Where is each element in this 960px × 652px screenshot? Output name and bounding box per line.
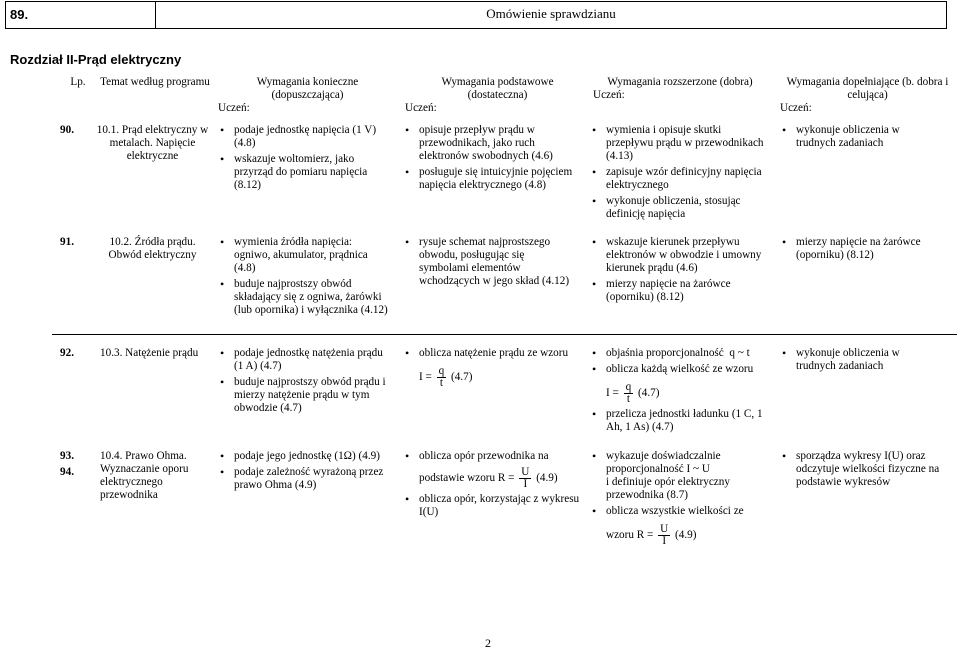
list-item: • oblicza opór przewodnika na podstawie wzoru R = $\frac{U}{I}$ (4.9) <box>405 450 580 490</box>
list-item: • przelicza jednostki ładunku (1 C, 1 Ah, 1 As) (4.7) <box>592 408 767 434</box>
list-item: • mierzy napięcie na żarówce (oporniku) (8.12) <box>782 236 932 262</box>
row-topic: 10.2. Źródła prądu. Obwód elektryczny <box>108 236 197 261</box>
row-req1-list <box>220 236 390 320</box>
row-topic: 10.4. Prawo Ohma. Wyznaczanie oporu elektrycznego przewodnika <box>100 450 189 501</box>
row-req2-list <box>405 236 575 291</box>
list-item: • sporządza wykresy I(U) oraz odczytuje wielkości fizyczne na podstawie wykresów <box>782 450 952 489</box>
col-req1: Wymagania konieczne (dopuszczająca) <box>256 76 359 101</box>
row-lp: 90. <box>60 124 74 136</box>
list-item: • zapisuje wzór definicyjny napięcia elektrycznego <box>592 166 767 192</box>
list-item: • mierzy napięcie na żarówce (oporniku) (8.12) <box>592 278 767 304</box>
proportion-I-U: I ~ U <box>686 463 710 475</box>
col-topic: Temat według programu <box>100 76 210 88</box>
list-item: • rysuje schemat najprostszego obwodu, posługując się symbolami elementów wchodzących w jego skład (4.12) <box>405 236 575 288</box>
row-lp: 92. <box>60 347 74 359</box>
row-lp: 93. <box>60 450 74 462</box>
row-req3-list <box>592 236 767 307</box>
col-lp: Lp. <box>70 76 86 88</box>
col-req4: Wymagania dopełniające (b. dobra i celująca) <box>786 76 949 101</box>
list-item: • wskazuje kierunek przepływu elektronów w obwodzie i umowny kierunek prądu (4.6) <box>592 236 767 275</box>
list-item: • wymienia i opisuje skutki przepływu prądu w przewodnikach (4.13) <box>592 124 767 163</box>
row-divider <box>52 334 957 335</box>
col-req4-student: Uczeń: <box>780 102 812 114</box>
row-req1-list <box>220 124 390 195</box>
list-item: • oblicza każdą wielkość ze wzoru I = $\frac{q}{t}$ (4.7) <box>592 363 767 405</box>
page-number: 2 <box>485 636 491 650</box>
list-item: • podaje jego jednostkę (1Ω) (4.9) <box>220 450 390 463</box>
col-req3: Wymagania rozszerzone (dobra) <box>607 76 753 88</box>
row-topic: 10.3. Natężenie prądu <box>100 347 199 359</box>
list-item: • podaje jednostkę napięcia (1 V) (4.8) <box>220 124 390 150</box>
row-req4-list <box>782 124 932 153</box>
proportion-q-t: q ~ t <box>729 347 750 359</box>
list-item: • oblicza opór, korzystając z wykresu I(U) <box>405 493 580 519</box>
page-header <box>5 1 947 29</box>
formula-R-U-I: wzoru R = $\frac{U}{I}$ (4.9) <box>606 523 697 547</box>
col-req2-student: Uczeń: <box>405 102 437 114</box>
list-item: • buduje najprostszy obwód prądu i mierzy natężenie prądu w tym obwodzie (4.7) <box>220 376 390 415</box>
row-req1-list <box>220 347 390 418</box>
lesson-number: 89. <box>6 2 156 28</box>
col-req3-student: Uczeń: <box>593 89 625 101</box>
list-item: • wykazuje doświadczalnie proporcjonalność I ~ U i definiuje opór elektryczny przewodnika (8.7) <box>592 450 767 502</box>
list-item: • podaje zależność wyrażoną przez prawo Ohma (4.9) <box>220 466 390 492</box>
list-item: • wymienia źródła napięcia: ogniwo, akumulator, prądnica (4.8) <box>220 236 390 275</box>
list-item: • objaśnia proporcjonalność q ~ t <box>592 347 767 360</box>
row-req2-list <box>405 124 580 195</box>
row-topic: 10.1. Prąd elektryczny w metalach. Napięcie elektryczne <box>96 124 209 162</box>
list-item: • podaje jednostkę natężenia prądu (1 A) (4.7) <box>220 347 390 373</box>
col-req2: Wymagania podstawowe (dostateczna) <box>441 76 554 101</box>
row-req4-list <box>782 450 952 492</box>
list-item: • wykonuje obliczenia, stosując definicję napięcia <box>592 195 767 221</box>
list-item: • oblicza wszystkie wielkości ze wzoru R = $\frac{U}{I}$ (4.9) <box>592 505 767 547</box>
list-item: • wykonuje obliczenia w trudnych zadaniach <box>782 124 932 150</box>
col-req1-student: Uczeń: <box>218 102 250 114</box>
list-item: • wskazuje woltomierz, jako przyrząd do pomiaru napięcia (8.12) <box>220 153 390 192</box>
row-req1-list <box>220 450 390 495</box>
list-item: • opisuje przepływ prądu w przewodnikach, jako ruch elektronów swobodnych (4.6) <box>405 124 580 163</box>
row-req4-list <box>782 347 932 376</box>
row-req4-list <box>782 236 932 265</box>
row-req2-list <box>405 347 580 392</box>
list-item: • posługuje się intuicyjnie pojęciem napięcia elektrycznego (4.8) <box>405 166 580 192</box>
row-req3-list <box>592 347 767 437</box>
row-lp: 91. <box>60 236 74 248</box>
list-item: • buduje najprostszy obwód składający się z ogniwa, żarówki (lub opornika) i wyłącznika (4.12) <box>220 278 390 317</box>
row-req3-list <box>592 450 767 550</box>
formula-I-q-t: I = $\frac{q}{t}$ (4.7) <box>606 381 660 405</box>
formula-R-U-I: podstawie wzoru R = $\frac{U}{I}$ (4.9) <box>419 466 558 490</box>
row-req3-list <box>592 124 767 224</box>
list-item: • wykonuje obliczenia w trudnych zadaniach <box>782 347 932 373</box>
section-title: Rozdział II-Prąd elektryczny <box>10 52 182 67</box>
row-lp-2: 94. <box>60 466 74 478</box>
lesson-title: Omówienie sprawdzianu <box>486 6 616 21</box>
row-req2-list <box>405 450 580 522</box>
list-item: • oblicza natężenie prądu ze wzoru I = $\frac{q}{t}$ (4.7) <box>405 347 580 389</box>
formula-I-q-t: I = $\frac{q}{t}$ (4.7) <box>419 365 473 389</box>
